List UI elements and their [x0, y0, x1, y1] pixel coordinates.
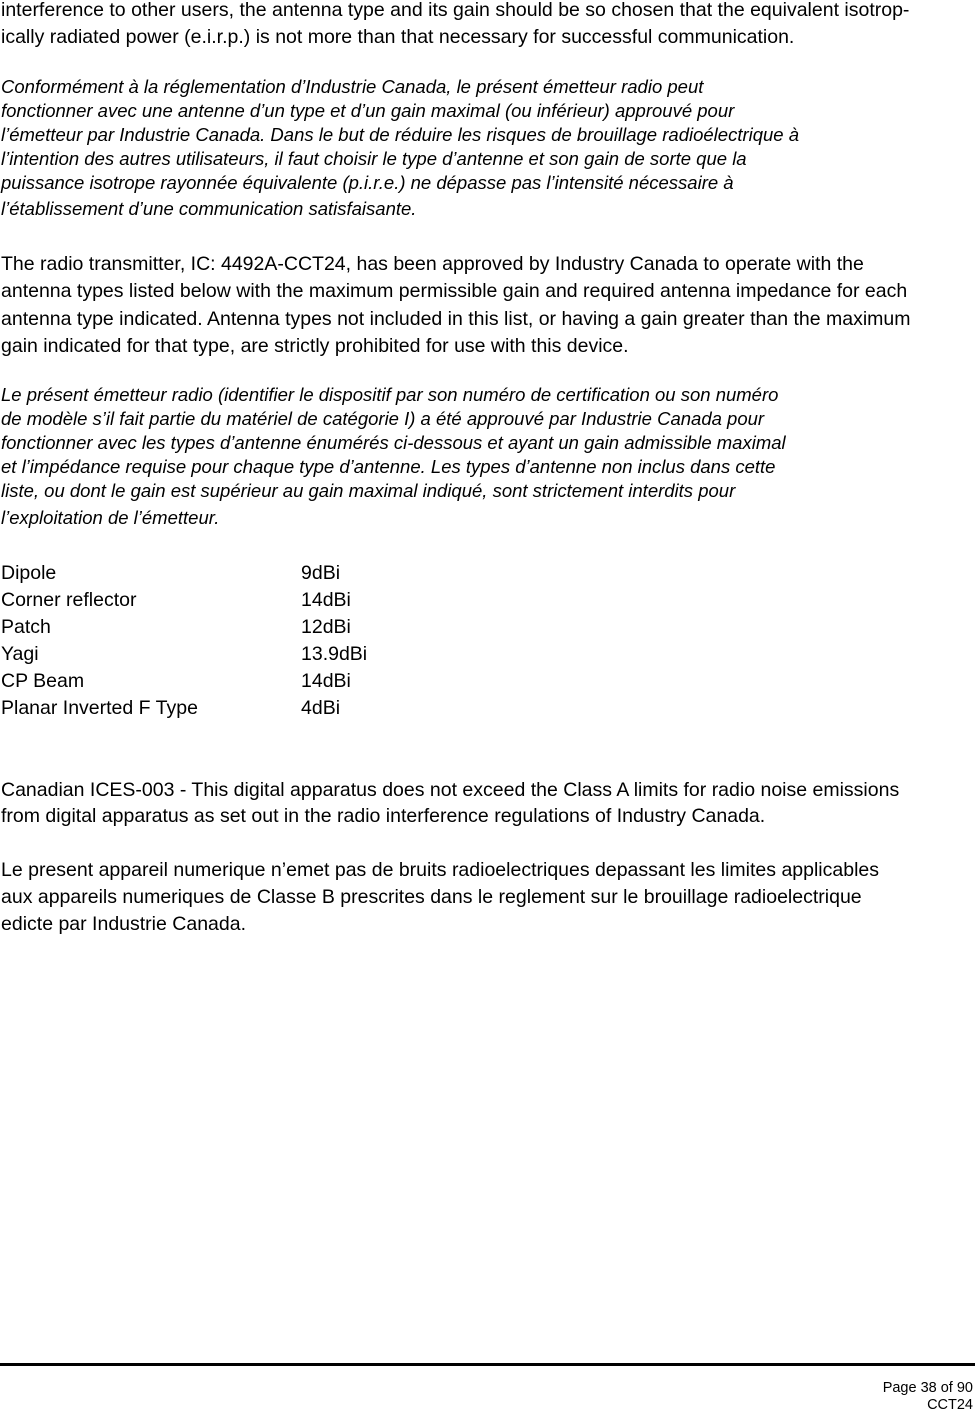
document-id: CCT24	[927, 1397, 973, 1413]
text-line: Canadian ICES-003 - This digital apparatus does not exceed the Class A limits for radio noise emissions	[1, 779, 900, 801]
text-line: l’exploitation de l’émetteur.	[1, 507, 220, 528]
text-line: l’émetteur par Industrie Canada. Dans le but de réduire les risques de brouillage radioélectrique à	[1, 124, 800, 145]
text-line: fonctionner avec une antenne d’un type et d’un gain maximal (ou inférieur) approuvé pour	[1, 100, 735, 121]
antenna-gain: 4dBi	[301, 697, 341, 719]
text-line: l’établissement d’une communication satisfaisante.	[1, 198, 417, 219]
text-line: interference to other users, the antenna type and its gain should be so chosen that the equivalent isotrop-	[1, 0, 910, 21]
antenna-gain: 13.9dBi	[301, 643, 368, 665]
text-line: de modèle s’il fait partie du matériel de catégorie I) a été approuvé par Industrie Canada pour	[1, 408, 765, 429]
antenna-type: Corner reflector	[1, 589, 137, 611]
antenna-type: Yagi	[1, 643, 39, 665]
text-line: liste, ou dont le gain est supérieur au gain maximal indiqué, sont strictement interdits pour	[1, 480, 736, 501]
text-line: puissance isotrope rayonnée équivalente (p.i.r.e.) ne dépasse pas l’intensité nécessaire à	[1, 172, 734, 193]
text-line: ically radiated power (e.i.r.p.) is not more than that necessary for successful communication.	[1, 26, 795, 48]
antenna-type: CP Beam	[1, 670, 85, 692]
antenna-gain: 9dBi	[301, 562, 341, 584]
text-line: et l’impédance requise pour chaque type d’antenne. Les types d’antenne non inclus dans cette	[1, 456, 776, 477]
antenna-type: Dipole	[1, 562, 57, 584]
antenna-type: Patch	[1, 616, 51, 638]
antenna-gain: 14dBi	[301, 589, 351, 611]
text-line: aux appareils numeriques de Classe B prescrites dans le reglement sur le brouillage radioelectrique	[1, 886, 862, 908]
text-line: antenna types listed below with the maximum permissible gain and required antenna impedance for each	[1, 280, 908, 302]
text-line: The radio transmitter, IC: 4492A-CCT24, has been approved by Industry Canada to operate with the	[1, 253, 864, 275]
antenna-type: Planar Inverted F Type	[1, 697, 198, 719]
text-line: antenna type indicated. Antenna types not included in this list, or having a gain greater than the maximum	[1, 308, 911, 330]
antenna-gain: 14dBi	[301, 670, 351, 692]
page-number: Page 38 of 90	[882, 1380, 973, 1396]
text-line: fonctionner avec les types d’antenne énumérés ci-dessous et ayant un gain admissible maximal	[1, 432, 786, 453]
text-line: Le présent émetteur radio (identifier le dispositif par son numéro de certification ou son numéro	[1, 384, 779, 405]
footer-divider	[0, 1363, 975, 1366]
text-line: gain indicated for that type, are strictly prohibited for use with this device.	[1, 335, 629, 357]
text-line: l’intention des autres utilisateurs, il faut choisir le type d’antenne et son gain de sorte que la	[1, 148, 747, 169]
antenna-gain: 12dBi	[301, 616, 351, 638]
text-line: edicte par Industrie Canada.	[1, 913, 246, 935]
text-line: Le present appareil numerique n’emet pas de bruits radioelectriques depassant les limites applicables	[1, 859, 880, 881]
text-line: Conformément à la réglementation d’Industrie Canada, le présent émetteur radio peut	[1, 76, 704, 97]
text-line: from digital apparatus as set out in the radio interference regulations of Industry Canada.	[1, 805, 766, 827]
